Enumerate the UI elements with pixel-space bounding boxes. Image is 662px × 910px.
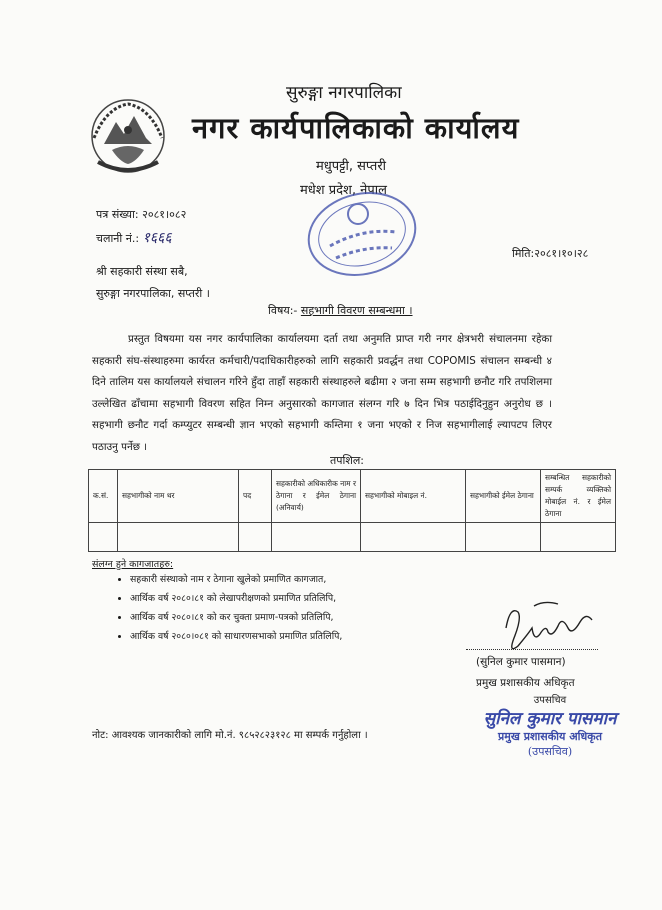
seal-name: सुनिल कुमार पासमान xyxy=(483,709,617,729)
enclosures-title: संलग्न हुने कागजातहरु: xyxy=(92,559,174,570)
header-email: सहभागीको ईमेल ठेगाना xyxy=(466,470,541,523)
address-line-2: मधेश प्रदेश, नेपाल xyxy=(300,183,387,198)
list-item: • आर्थिक वर्ष २०८०।८१ को लेखापरीक्षणको प्रमाणित प्रतिलिपि, xyxy=(130,589,342,608)
recipient-line-2: सुरुङ्गा नगरपालिका, सप्तरी । xyxy=(96,287,210,300)
dispatch-number-value: १६६६ xyxy=(142,230,172,246)
nepal-emblem-icon xyxy=(82,88,174,180)
header-mobile: सहभागीको मोबाइल नं. xyxy=(361,470,466,523)
list-item: • आर्थिक वर्ष २०८०।८१ को कर चुक्ता प्रमाण-पत्रको प्रतिलिपि, xyxy=(130,608,342,627)
office-stamp-icon xyxy=(300,188,424,280)
signatory-name: (सुनिल कुमार पासमान) xyxy=(476,656,566,668)
list-item: • सहकारी संस्थाको नाम र ठेगाना खुलेको प्रमाणित कागजात, xyxy=(130,570,342,589)
municipality-name: सुरुङ्गा नगरपालिका xyxy=(286,83,402,103)
letter-number xyxy=(96,207,186,222)
seal-designation: उपसचिव xyxy=(533,695,567,706)
address-line-1: मधुपट्टी, सप्तरी xyxy=(316,159,387,174)
dispatch-number xyxy=(96,228,172,247)
official-name-seal xyxy=(470,692,630,759)
header-coop-official: सहकारीको अधिकारीक नाम र ठेगाना र ईमेल ठेगाना (अनिवार्य) xyxy=(272,470,361,523)
signature-scribble-icon xyxy=(488,598,608,662)
header-name: सहभागीको नाम थर xyxy=(118,470,239,523)
subject-text: सहभागी विवरण सम्बन्धमा । xyxy=(300,304,413,317)
dispatch-number-label: चलानी नं.: xyxy=(96,232,140,245)
recipient-line-1: श्री सहकारी संस्था सबै, xyxy=(96,265,188,278)
signatory-title: प्रमुख प्रशासकीय अधिकृत xyxy=(476,677,575,689)
table-row xyxy=(89,523,616,552)
footer-note: नोट: आवश्यक जानकारीको लागि मो.नं. ९८५२८२३१२८ मा सम्पर्क गर्नुहोला । xyxy=(92,730,368,741)
participant-details-table xyxy=(88,469,616,552)
seal-rank: (उपसचिव) xyxy=(527,745,573,758)
subject-label: विषय:- xyxy=(268,304,298,317)
office-title: नगर कार्यपालिकाको कार्यालय xyxy=(192,111,520,145)
letter-number-label: पत्र संख्या: xyxy=(96,208,139,221)
list-item: • आर्थिक वर्ष २०८०।०८१ को साधारणसभाको प्रमाणित प्रतिलिपि, xyxy=(130,627,342,646)
table-header-row xyxy=(89,470,616,523)
letter-body: प्रस्तुत विषयमा यस नगर कार्यपालिका कार्यालयमा दर्ता तथा अनुमति प्राप्त गरी नगर क्षेत्रभरी संचालनमा रहेका सहकारी संघ-संस्थाहरुमा कार्यरत कर्मचारी/पदाधिकारीहरुको लागि सहकारी प्रवर्द्धन तथा COPOMIS संचालन सम्बन्धी ४ दिने तालिम यस कार्यालयले संचालन गरिने हुँदा ताहाँ सहकारी संस्थाहरुले बढीमा २ जना सम्म सहभागी छनौट गरि तपशिलमा उल्लेखित ढाँचामा सहभागी विवरण सहित निम्न अनुसारको कागजात संलग्न गरि ७ दिन भित्र पठाईदिनुहुन अनुरोध छ । सहभागी छनौट गर्दा कम्प्युटर सम्बन्धी ज्ञान भएको सहभागी कम्तिमा १ जना भएको र निज सहभागीलाई ल्यापटप लिएर पठाउनु पर्नेछ । xyxy=(92,333,552,453)
header-position: पद xyxy=(239,470,272,523)
signature-line xyxy=(466,649,598,650)
seal-title: प्रमुख प्रशासकीय अधिकृत xyxy=(498,730,602,743)
enclosures-list xyxy=(110,570,342,646)
header-contact-person: सम्बन्धित सहकारीको सम्पर्क व्यक्तिको मोबाईल नं. र ईमेल ठेगाना xyxy=(541,470,616,523)
letter-date: मिति:२०८१।१०।२८ xyxy=(512,247,589,260)
header-serial: क.सं. xyxy=(89,470,118,523)
letter-number-value: २०८१।०८२ xyxy=(142,208,187,221)
subject-line xyxy=(268,303,413,318)
table-title: तपशिल: xyxy=(330,454,365,467)
